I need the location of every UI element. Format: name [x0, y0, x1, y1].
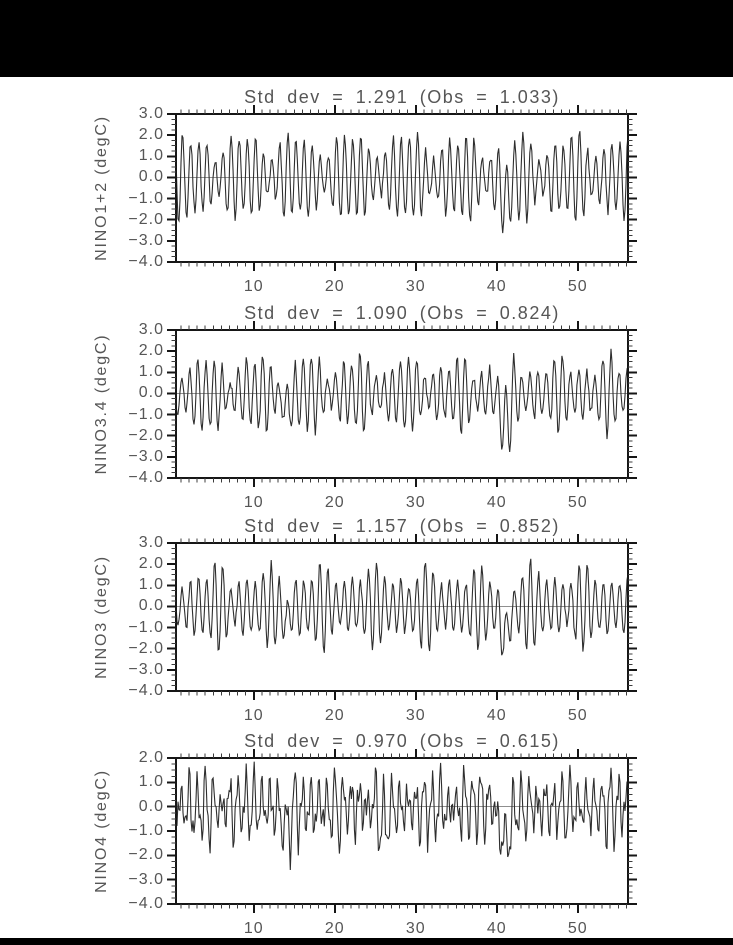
panel3-title: Std dev = 1.157 (Obs = 0.852): [244, 516, 560, 536]
y-tick-label: −1.0: [128, 618, 164, 636]
y-tick-label: 0.0: [138, 797, 164, 815]
y-tick-label: 2.0: [138, 342, 164, 360]
x-tick-label: 10: [243, 494, 264, 511]
y-tick-label: 2.0: [138, 126, 164, 144]
x-tick-label: 10: [243, 707, 264, 724]
x-tick-label: 20: [324, 278, 345, 295]
y-tick-label: 0.0: [138, 597, 164, 615]
y-tick-label: −3.0: [128, 870, 164, 888]
x-tick-label: 40: [486, 278, 507, 295]
y-tick-label: 1.0: [138, 773, 164, 791]
x-tick-label: 50: [567, 278, 588, 295]
x-tick-label: 30: [405, 494, 426, 511]
y-tick-label: 3.0: [138, 534, 164, 551]
y-tick-label: −3.0: [128, 447, 164, 465]
y-tick-label: −1.0: [128, 405, 164, 423]
y-tick-label: 3.0: [138, 321, 164, 338]
panel4-y-axis-label: NINO4 (degC): [93, 769, 110, 893]
y-tick-label: −4.0: [128, 895, 164, 912]
panel3-y-axis-label: NINO3 (degC): [93, 555, 110, 679]
x-tick-label: 20: [324, 707, 345, 724]
y-tick-label: −1.0: [128, 189, 164, 207]
top-black-band: [0, 0, 733, 77]
x-tick-label: 20: [324, 920, 345, 937]
y-tick-label: 1.0: [138, 147, 164, 165]
y-tick-label: 0.0: [138, 384, 164, 402]
x-tick-label: 30: [405, 707, 426, 724]
x-tick-label: 50: [567, 920, 588, 937]
y-tick-label: −4.0: [128, 253, 164, 270]
x-tick-label: 50: [567, 707, 588, 724]
panel2-title: Std dev = 1.090 (Obs = 0.824): [244, 303, 560, 323]
y-tick-label: −4.0: [128, 682, 164, 699]
x-tick-label: 40: [486, 920, 507, 937]
x-tick-label: 30: [405, 920, 426, 937]
y-tick-label: −2.0: [128, 846, 164, 864]
y-tick-label: −1.0: [128, 822, 164, 839]
x-tick-label: 40: [486, 707, 507, 724]
y-tick-label: 2.0: [138, 555, 164, 573]
y-tick-label: −4.0: [128, 469, 164, 486]
x-tick-label: 40: [486, 494, 507, 511]
y-tick-label: −3.0: [128, 231, 164, 249]
x-tick-label: 10: [243, 278, 264, 295]
x-tick-label: 20: [324, 494, 345, 511]
panel4-title: Std dev = 0.970 (Obs = 0.615): [244, 731, 560, 751]
panel1-title: Std dev = 1.291 (Obs = 1.033): [244, 87, 560, 107]
y-tick-label: −2.0: [128, 639, 164, 657]
x-tick-label: 50: [567, 494, 588, 511]
y-tick-label: 3.0: [138, 105, 164, 122]
y-tick-label: 2.0: [138, 749, 164, 766]
y-tick-label: −3.0: [128, 660, 164, 678]
y-tick-label: 0.0: [138, 168, 164, 186]
panel2-y-axis-label: NINO3.4 (degC): [93, 333, 110, 475]
y-tick-label: −2.0: [128, 426, 164, 444]
x-tick-label: 10: [243, 920, 264, 937]
panel1-y-axis-label: NINO1+2 (degC): [93, 115, 110, 261]
x-tick-label: 30: [405, 278, 426, 295]
y-tick-label: 1.0: [138, 363, 164, 381]
y-tick-label: −2.0: [128, 210, 164, 228]
y-tick-label: 1.0: [138, 576, 164, 594]
bottom-black-band: [0, 938, 733, 945]
